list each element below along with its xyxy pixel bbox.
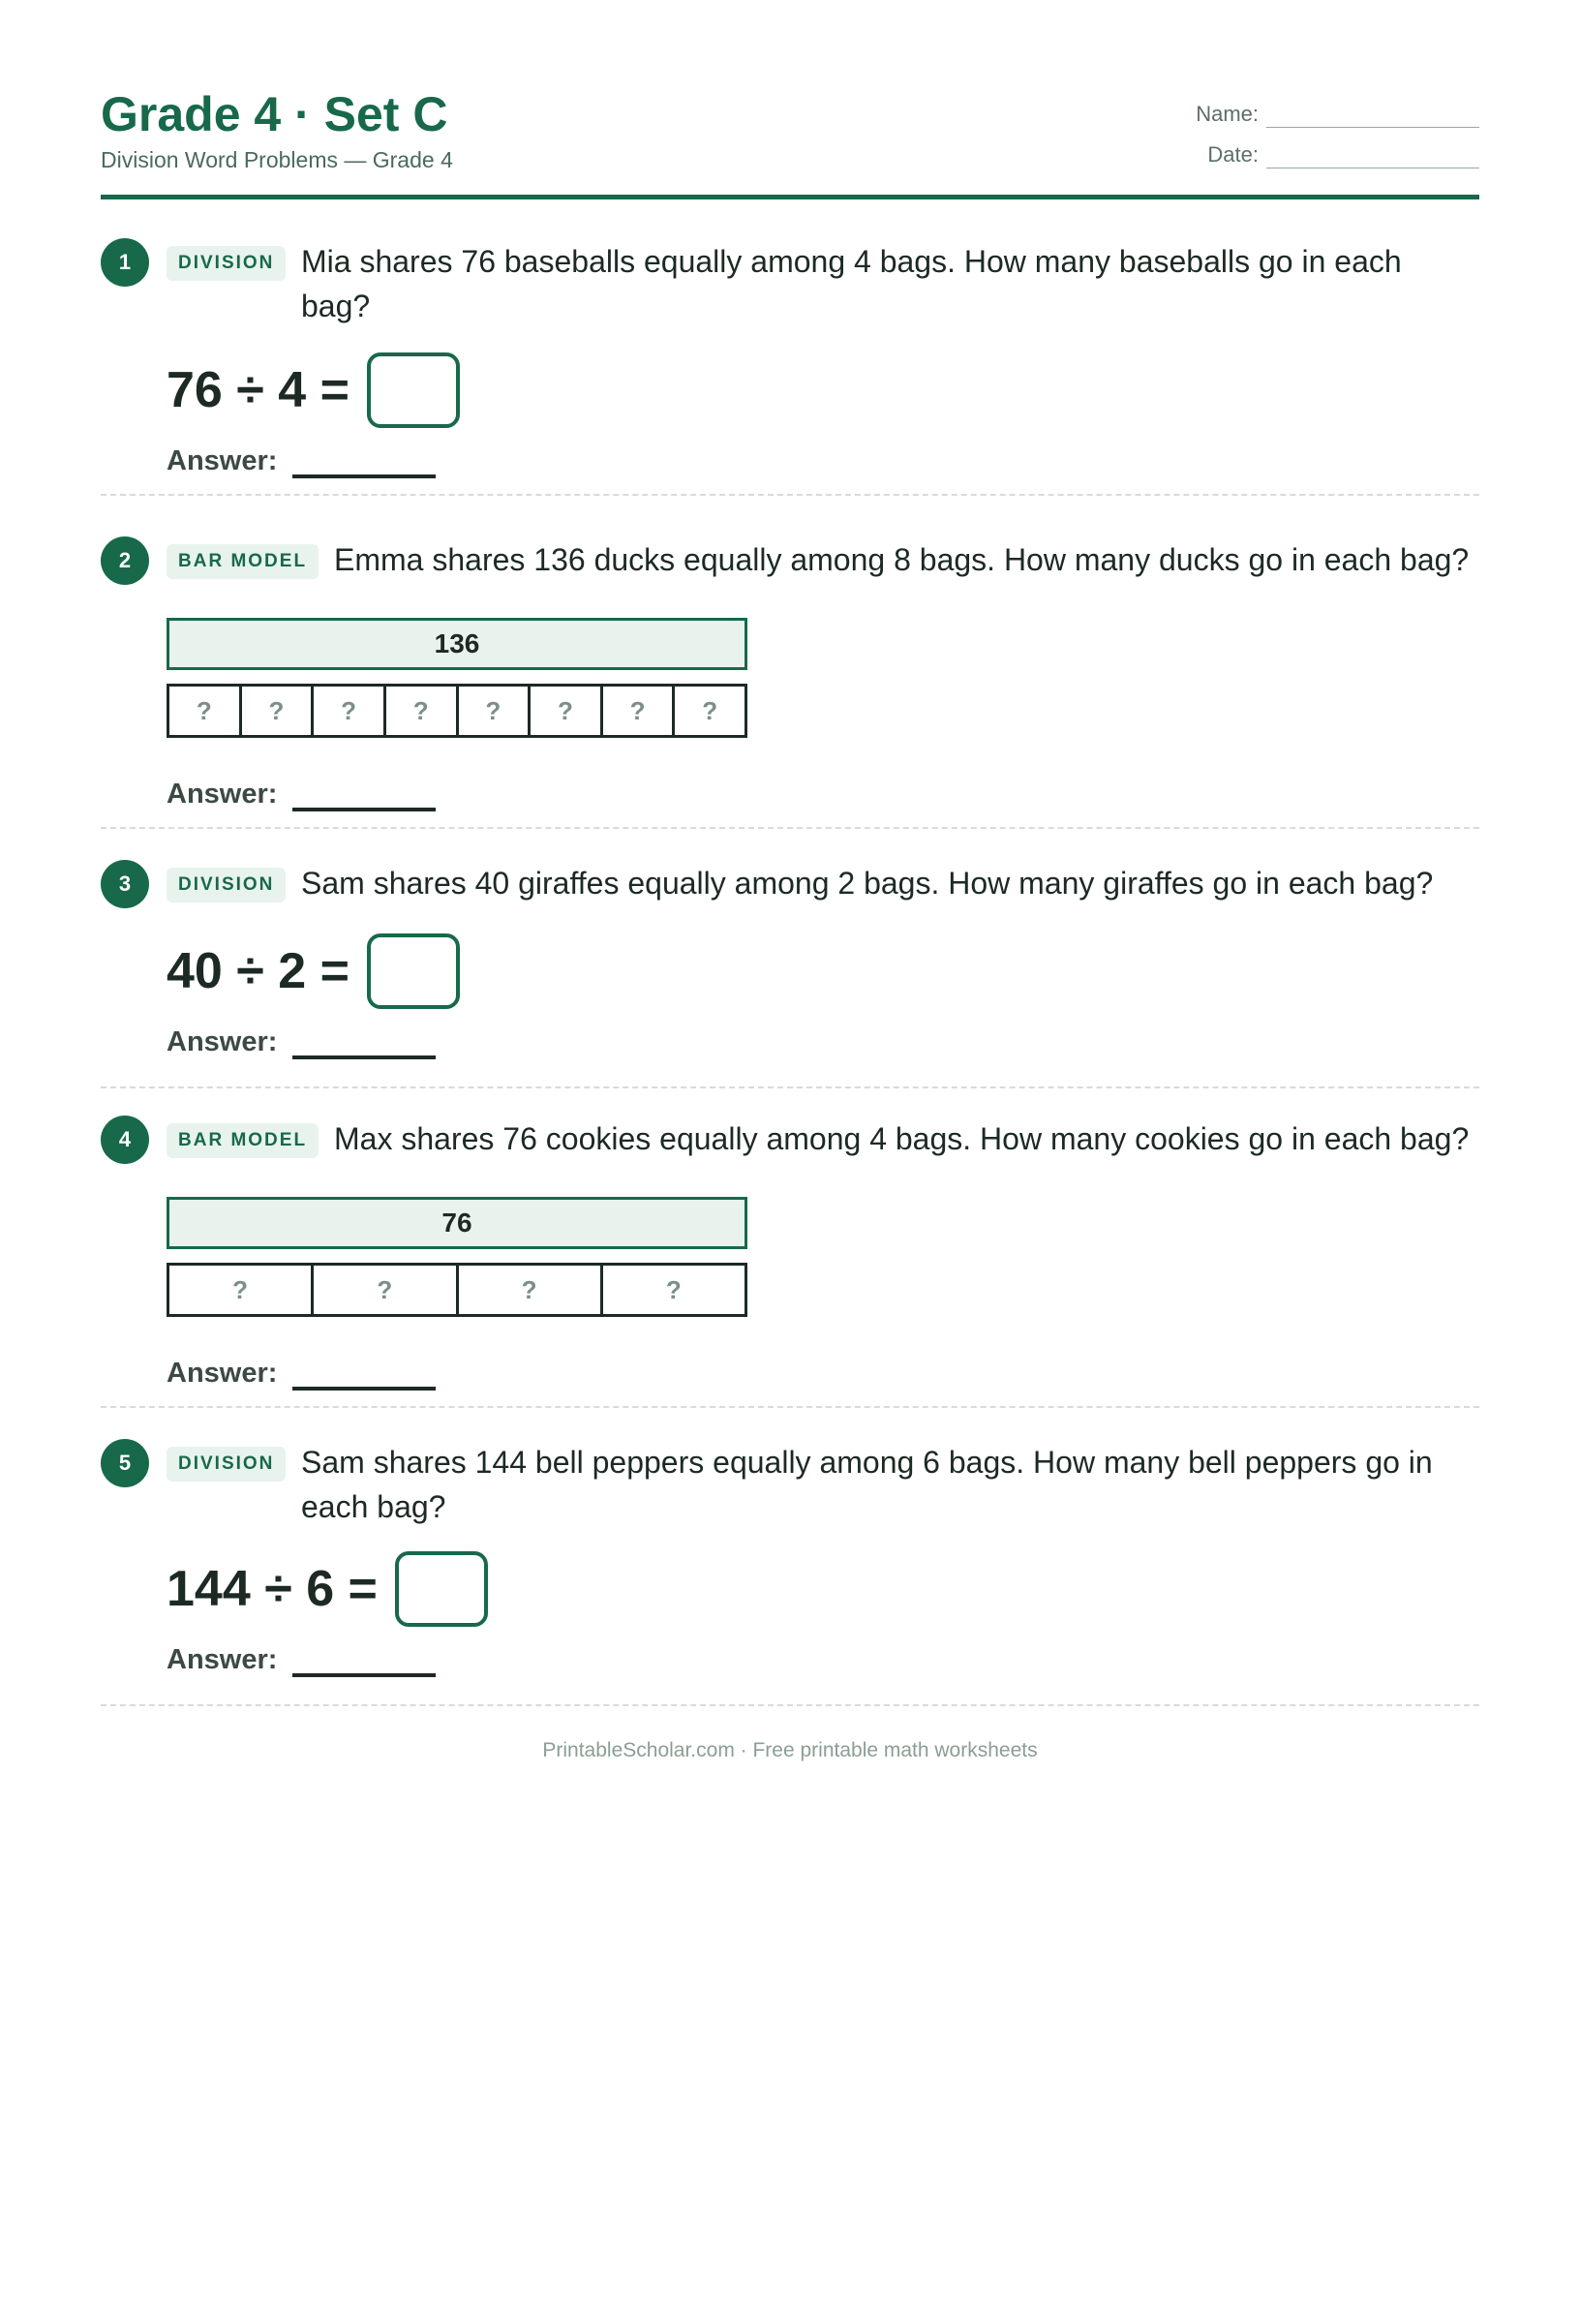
problem-type-tag: BAR MODEL xyxy=(167,1123,319,1158)
worksheet-subtitle: Division Word Problems — Grade 4 xyxy=(101,147,453,172)
bar-model-total: 76 xyxy=(167,1197,747,1249)
bar-model-total: 136 xyxy=(167,618,747,670)
bar-model-parts xyxy=(167,1263,747,1317)
name-field[interactable] xyxy=(1191,97,1479,128)
answer-box[interactable] xyxy=(367,352,460,428)
problem-number-badge: 1 xyxy=(101,238,149,287)
answer-line[interactable] xyxy=(292,1024,436,1059)
bar-part: ? xyxy=(386,687,459,735)
name-label: Name: xyxy=(1196,102,1259,126)
division-equation xyxy=(167,933,460,1009)
worksheet-page xyxy=(101,0,1479,2324)
date-line[interactable] xyxy=(1266,145,1479,168)
problem-type-tag: BAR MODEL xyxy=(167,544,319,579)
equation-text: 40 ÷ 2 = xyxy=(167,943,350,999)
problem-question: Sam shares 144 bell peppers equally among 6 bags. How many bell peppers go in each bag? xyxy=(301,1445,1433,1524)
problem-5 xyxy=(101,1439,1479,1706)
answer-label: Answer: xyxy=(167,1026,278,1057)
answer-label: Answer: xyxy=(167,1644,278,1675)
problem-3 xyxy=(101,860,1479,1088)
problem-number-badge: 3 xyxy=(101,860,149,908)
problem-type-tag: DIVISION xyxy=(167,868,286,902)
answer-line[interactable] xyxy=(292,1642,436,1677)
problem-1 xyxy=(101,238,1479,496)
worksheet-footer: PrintableScholar.com · Free printable math worksheets xyxy=(542,1739,1038,1761)
problem-number-badge: 2 xyxy=(101,536,149,585)
bar-part: ? xyxy=(531,687,603,735)
equation-text: 144 ÷ 6 = xyxy=(167,1561,378,1617)
division-equation xyxy=(167,352,460,428)
bar-part: ? xyxy=(665,1275,682,1304)
bar-part: ? xyxy=(702,696,718,725)
problem-type-tag: DIVISION xyxy=(167,246,286,281)
worksheet-header xyxy=(101,81,1479,199)
problem-question: Emma shares 136 ducks equally among 8 bags. How many ducks go in each bag? xyxy=(334,542,1470,577)
worksheet-title: Grade 4 · Set C xyxy=(101,87,448,141)
problem-2 xyxy=(101,536,1479,829)
equation-text: 76 ÷ 4 = xyxy=(167,362,350,418)
answer-row xyxy=(167,1021,436,1059)
date-field[interactable] xyxy=(1191,138,1479,168)
answer-line[interactable] xyxy=(292,443,436,478)
answer-row xyxy=(167,440,436,478)
bar-part: ? xyxy=(169,1266,314,1314)
answer-label: Answer: xyxy=(167,1358,278,1389)
answer-label: Answer: xyxy=(167,445,278,476)
bar-part: ? xyxy=(314,1266,458,1314)
name-line[interactable] xyxy=(1266,105,1479,128)
bar-part: ? xyxy=(169,687,242,735)
answer-row xyxy=(167,1352,436,1391)
problem-number-badge: 4 xyxy=(101,1116,149,1164)
problem-question: Max shares 76 cookies equally among 4 bags. How many cookies go in each bag? xyxy=(334,1121,1470,1156)
answer-box[interactable] xyxy=(367,933,460,1009)
bar-part: ? xyxy=(459,1266,603,1314)
answer-row xyxy=(167,1638,436,1677)
answer-line[interactable] xyxy=(292,1356,436,1391)
division-equation xyxy=(167,1551,488,1627)
bar-part: ? xyxy=(459,687,532,735)
problem-type-tag: DIVISION xyxy=(167,1447,286,1482)
bar-part: ? xyxy=(314,687,386,735)
problem-4 xyxy=(101,1116,1479,1408)
bar-part: ? xyxy=(242,687,315,735)
date-label: Date: xyxy=(1207,142,1259,167)
problem-number-badge: 5 xyxy=(101,1439,149,1487)
answer-box[interactable] xyxy=(395,1551,488,1627)
answer-row xyxy=(167,773,436,811)
bar-part: ? xyxy=(603,687,676,735)
answer-line[interactable] xyxy=(292,777,436,811)
answer-label: Answer: xyxy=(167,779,278,810)
problem-question: Mia shares 76 baseballs equally among 4 bags. How many baseballs go in each bag? xyxy=(301,244,1402,323)
problem-question: Sam shares 40 giraffes equally among 2 bags. How many giraffes go in each bag? xyxy=(301,866,1434,901)
bar-model-parts xyxy=(167,684,747,738)
